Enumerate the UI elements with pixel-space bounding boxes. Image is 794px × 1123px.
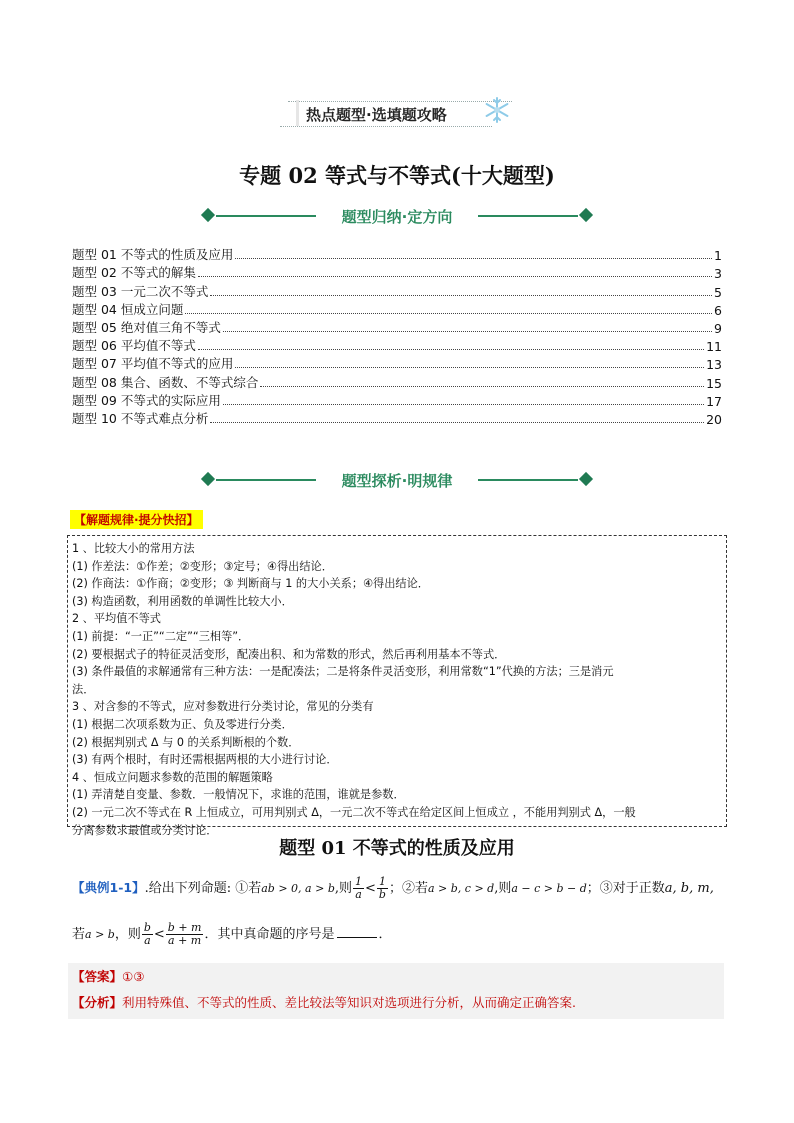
fraction-1-over-b (377, 876, 388, 901)
toc-entry-label: 题型 04 恒成立问题 (72, 301, 184, 317)
toc-entry[interactable] (72, 318, 722, 336)
fraction-numerator: b (143, 921, 151, 934)
then-text: ，则 (114, 927, 141, 942)
variables: a, b, m, (664, 881, 714, 896)
header-banner (280, 96, 512, 132)
toc-entry[interactable] (72, 336, 722, 354)
answer-line (72, 967, 144, 985)
rule-line: 2 、平均值不等式 (72, 612, 161, 626)
toc-entry-label: 题型 06 平均值不等式 (72, 338, 196, 354)
banner-title: 热点题型·选填题攻略 (306, 106, 447, 124)
toc-entry-page: 1 (714, 248, 722, 264)
rule-line: 1 、比较大小的常用方法 (72, 542, 195, 555)
fraction-numerator: 1 (355, 875, 363, 888)
toc-leader (223, 404, 704, 405)
toc-entry-label: 题型 03 一元二次不等式 (72, 283, 209, 299)
toc-leader (210, 422, 704, 423)
condition-3: a > b (85, 928, 115, 941)
toc-leader (235, 258, 712, 259)
toc-entry[interactable] (72, 281, 722, 299)
example-line-1 (72, 876, 714, 901)
then-text: ,则 (334, 881, 353, 896)
rule-line: 3 、对含参的不等式，应对参数进行分类讨论，常见的分类有 (72, 700, 374, 714)
toc-leader (198, 349, 704, 350)
section-heading: 题型 01 不等式的性质及应用 (279, 838, 515, 859)
toc-entry[interactable] (72, 263, 722, 281)
rule-line: (1) 作差法：①作差；②变形；③定号；④得出结论． (72, 559, 333, 573)
toc-entry[interactable] (72, 300, 722, 318)
toc-entry[interactable] (72, 245, 722, 263)
toc-entry-page: 11 (706, 339, 722, 355)
rule-line: (3) 有两个根时，有时还需根据两根的大小进行讨论． (72, 753, 338, 767)
divider-line-right (478, 479, 578, 481)
answer-value: ①③ (122, 969, 145, 984)
toc-entry-label: 题型 02 不等式的解集 (72, 265, 196, 281)
rule-line: (2) 一元二次不等式在 R 上恒成立，可用判别式 Δ，一元二次不等式在给定区间上恒成立 ，不能用判别式 Δ，一般 (72, 805, 636, 819)
rule-line: (1) 弄清楚自变量、参数．一般情况下，求谁的范围，谁就是参数． (72, 788, 405, 802)
toc-entry-page: 5 (714, 284, 722, 300)
toc-entry-label: 题型 10 不等式难点分析 (72, 410, 209, 426)
banner-dotted-line-top (288, 101, 512, 102)
rule-line: (3) 构造函数，利用函数的单调性比较大小． (72, 594, 293, 608)
toc-leader (260, 386, 704, 387)
example-intro: .给出下列命题: ①若 (144, 881, 262, 896)
analysis-line (72, 993, 576, 1011)
fraction-numerator: b + m (167, 921, 202, 934)
rule-line: 4 、恒成立问题求参数的范围的解题策略 (72, 770, 273, 784)
fraction-denominator: a + m (168, 934, 202, 947)
toc-leader (198, 276, 712, 277)
example-tag: 【典例1-1】 (72, 880, 145, 895)
proposition-2-text: ；②若 (388, 881, 428, 896)
less-than: < (153, 927, 165, 942)
rule-line: 分离参数求最值或分类讨论． (72, 823, 218, 837)
condition-2: a > b, c > d (427, 882, 495, 895)
toc-entry-label: 题型 07 平均值不等式的应用 (72, 356, 234, 372)
toc-entry-page: 15 (706, 375, 722, 391)
analysis-value: 利用特殊值、不等式的性质、差比较法等知识对选项进行分析，从而确定正确答案. (122, 995, 576, 1010)
analysis-key: 【分析】 (72, 995, 123, 1010)
period: ． (378, 927, 392, 942)
toc-entry-page: 9 (714, 320, 722, 336)
toc-leader (185, 313, 712, 314)
condition-2-result: a − c > b − d (511, 882, 587, 895)
rule-line: 法． (72, 682, 95, 696)
fraction-denominator: b (378, 888, 386, 901)
explore-divider (200, 469, 594, 491)
question-text: ．其中真命题的序号是 (204, 927, 335, 942)
toc-entry-page: 17 (706, 393, 722, 409)
toc-entry-page: 20 (706, 411, 722, 427)
fraction-denominator: a (355, 888, 362, 901)
toc-leader (235, 367, 704, 368)
if-text: 若 (72, 927, 86, 942)
rule-line: (1) 前提：“一正”“二定”“三相等”． (72, 629, 250, 643)
answer-key: 【答案】 (72, 969, 123, 984)
example-line-2 (72, 922, 392, 947)
fraction-numerator: 1 (377, 876, 388, 889)
tip-tag: 【解题规律·提分快招】 (70, 510, 203, 529)
divider-line-right (478, 215, 578, 217)
answer-area (68, 963, 724, 1019)
fraction-denominator: a (144, 934, 151, 947)
rule-line: (2) 根据判别式 Δ 与 0 的关系判断根的个数． (72, 735, 300, 749)
banner-dotted-line-bottom (280, 126, 492, 127)
toc-entry[interactable] (72, 372, 722, 390)
rule-line: (3) 条件最值的求解通常有三种方法：一是配凑法；二是将条件灵活变形，利用常数“1”代换的方法；三是消元 (72, 665, 614, 679)
toc-entry-page: 13 (706, 357, 722, 373)
toc-leader (223, 331, 712, 332)
rule-line: (1) 根据二次项系数为正、负及零进行分类． (72, 717, 293, 731)
fraction-b-over-a (142, 922, 153, 947)
condition-1: ab > 0, a > b (261, 882, 335, 895)
toc-entry-label: 题型 08 集合、函数、不等式综合 (72, 374, 259, 390)
toc-entry-label: 题型 09 不等式的实际应用 (72, 392, 221, 408)
less-than: < (365, 881, 376, 896)
toc-entry[interactable] (72, 391, 722, 409)
fraction-bm-over-am (166, 922, 204, 947)
toc-entry[interactable] (72, 354, 722, 372)
rules-box (67, 535, 727, 837)
toc-entry-page: 3 (714, 266, 722, 282)
toc-leader (210, 295, 712, 296)
document-title: 专题 02 等式与不等式(十大题型) (239, 163, 555, 188)
snowflake-icon (483, 96, 511, 124)
then-text: ,则 (494, 881, 512, 896)
explore-divider-label: 题型探析·明规律 (341, 472, 453, 490)
proposition-3-text: ；③对于正数 (586, 881, 665, 896)
toc-entry-label: 题型 01 不等式的性质及应用 (72, 247, 234, 263)
fraction-1-over-a (353, 876, 364, 901)
toc-divider (200, 205, 594, 227)
answer-blank[interactable] (337, 937, 377, 938)
table-of-contents (72, 245, 722, 427)
toc-divider-label: 题型归纳·定方向 (341, 208, 453, 226)
banner-bar (296, 100, 299, 126)
toc-entry[interactable] (72, 409, 722, 427)
toc-entry-page: 6 (714, 302, 722, 318)
rule-line: (2) 作商法：①作商；②变形；③ 判断商与 1 的大小关系；④得出结论． (72, 577, 429, 591)
rule-line: (2) 要根据式子的特征灵活变形，配凑出积、和为常数的形式，然后再利用基本不等式． (72, 647, 506, 661)
toc-entry-label: 题型 05 绝对值三角不等式 (72, 319, 221, 335)
